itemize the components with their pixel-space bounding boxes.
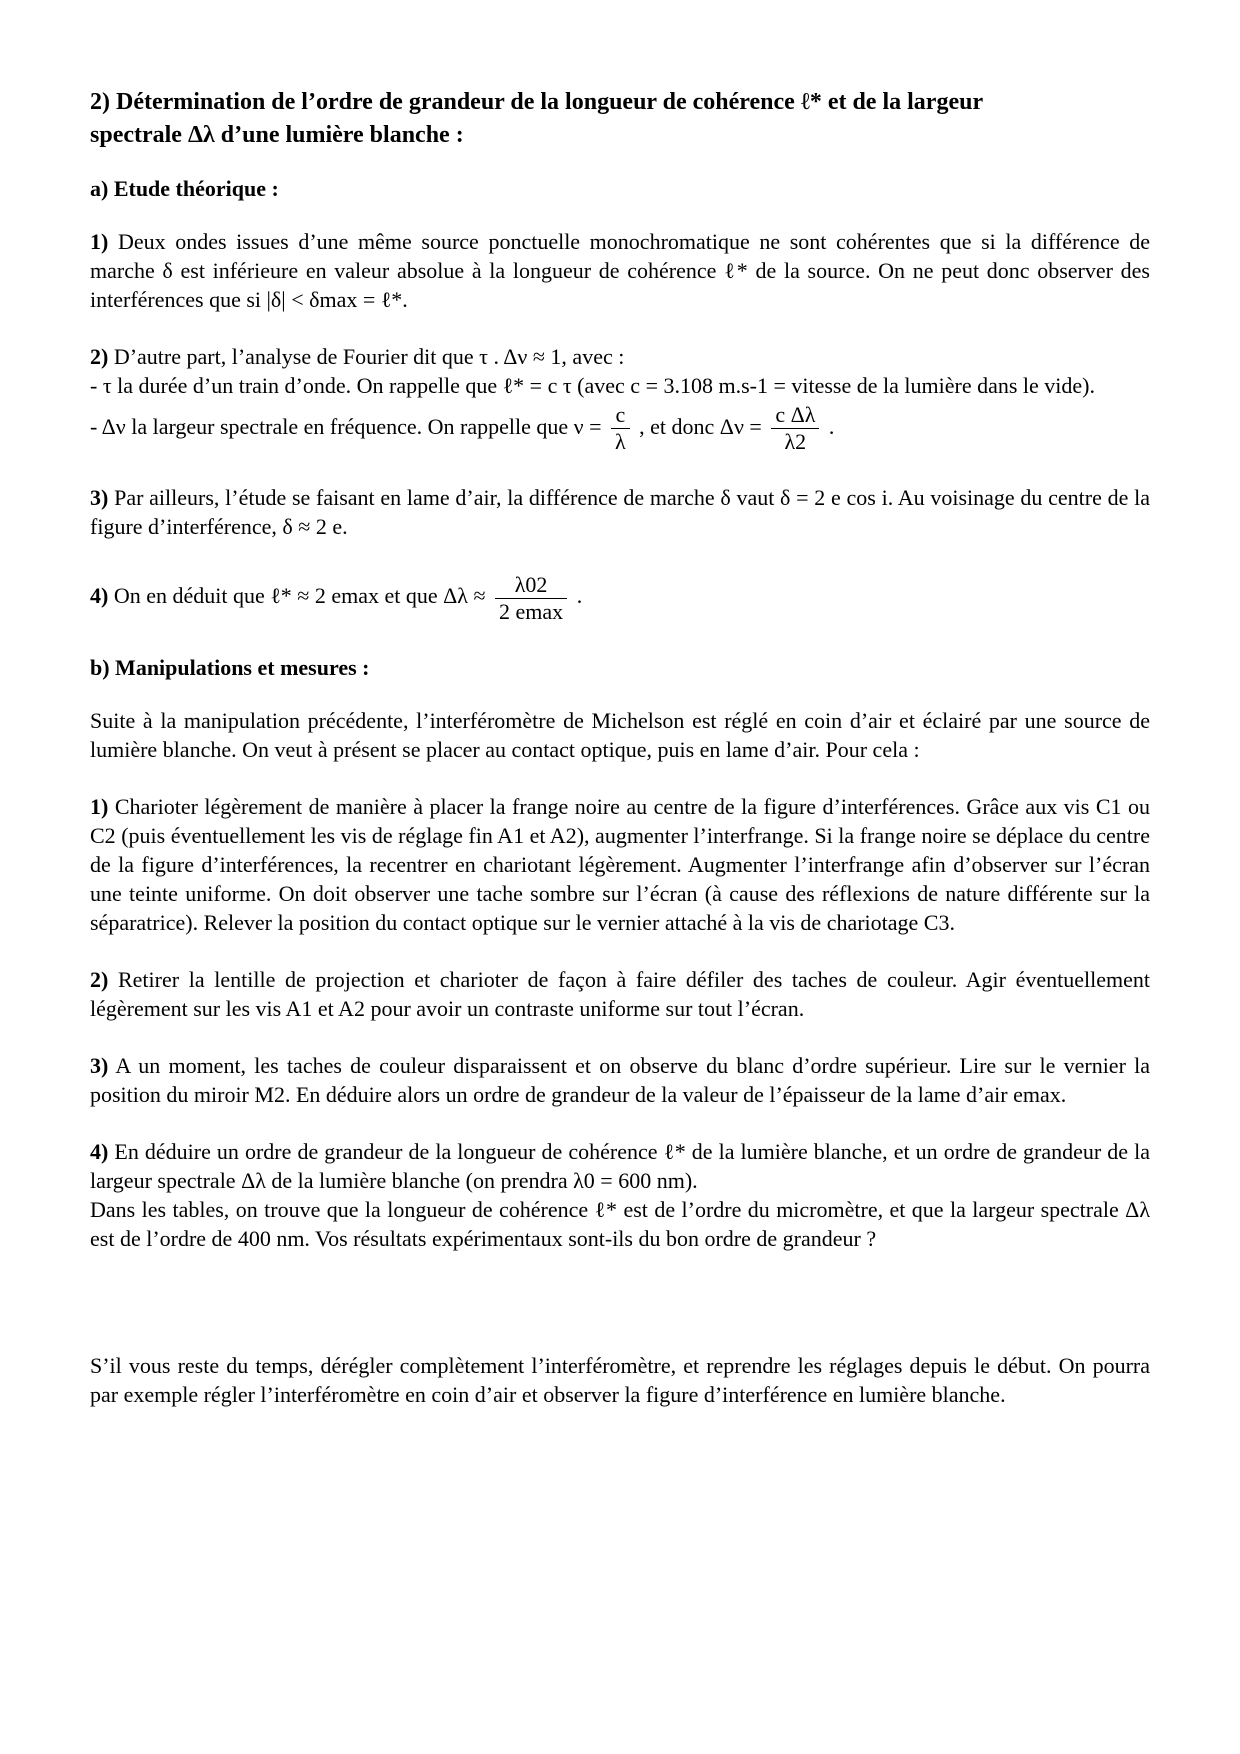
paragraph-text: Retirer la lentille de projection et charioter de façon à faire défiler des taches de couleur. Agir éventuellement légèrement sur les vis A1 et A2 pour avoir un contraste uniforme sur tout l’écran. (90, 966, 1150, 1021)
paragraph-text: Charioter légèrement de manière à placer la frange noire au centre de la figure d’interférences. Grâce aux vis C1 ou C2 (puis éventuellement les vis de réglage fin A1 et A2), augmenter l’interfrange. Si la frange noire se déplace du centre de la figure d’interférences, la recentrer en chariotant légèrement. Augmenter l’interfrange afin d’observer sur l’écran une teinte uniforme. On doit observer une tache sombre sur l’écran (à cause des réflexions de nature différente sur la séparatrice). Relever la position du contact optique sur le vernier attaché à la vis de chariotage C3. (90, 793, 1151, 935)
section-title-line1: 2) Détermination de l’ordre de grandeur de la longueur de cohérence ℓ* et de la largeur (90, 89, 984, 115)
item-number: 1) (90, 793, 109, 819)
manipulation-step-4 (90, 1137, 1150, 1253)
paragraph-text: On en déduit que ℓ* ≈ 2 emax et que Δλ ≈ (113, 583, 486, 609)
theory-paragraph-4 (90, 569, 1150, 624)
section-title (90, 86, 1150, 152)
theory-paragraph-1 (90, 227, 1150, 314)
theory-paragraph-2 (90, 342, 1150, 455)
theory-paragraph-3 (90, 483, 1150, 541)
tau-definition: - τ la durée d’un train d’onde. On rappelle que ℓ* = c τ (avec c = 3.108 m.s-1 = vitesse de la lumière dans le vide). (90, 373, 1095, 398)
paragraph-text: Par ailleurs, l’étude se faisant en lame d’air, la différence de marche δ vaut δ = 2 e cos i. Au voisinage du centre de la figure d’interférence, δ ≈ 2 e. (90, 485, 1151, 540)
nu-definition (90, 400, 1150, 455)
fraction-numerator: λ02 (495, 572, 567, 599)
subsection-title-manipulations: b) Manipulations et mesures : (90, 654, 370, 680)
manipulation-intro: Suite à la manipulation précédente, l’interféromètre de Michelson est réglé en coin d’air et éclairé par une source de lumière blanche. On veut à présent se placer au contact optique, puis en lame d’air. Pour cela : (90, 707, 1150, 762)
vertical-spacer (90, 1281, 1150, 1351)
paragraph-text: En déduire un ordre de grandeur de la longueur de cohérence ℓ* de la lumière blanche, et un ordre de grandeur de la largeur spectrale Δλ de la lumière blanche (on prendra λ0 = 600 nm). (90, 1138, 1150, 1193)
paragraph-text-tables: Dans les tables, on trouve que la longueur de cohérence ℓ* est de l’ordre du micromètre, et que la largeur spectrale Δλ est de l’ordre de 400 nm. Vos résultats expérimentaux sont-ils du bon ordre de grandeur ? (90, 1196, 1150, 1251)
paragraph-text: A un moment, les taches de couleur disparaissent et on observe du blanc d’ordre supérieur. Lire sur le vernier la position du miroir M2. En déduire alors un ordre de grandeur de la valeur de l’épaisseur de la lame d’air emax. (90, 1052, 1150, 1107)
fraction-delta-lambda (495, 572, 567, 625)
fraction-numerator: c (611, 402, 630, 429)
manipulation-step-3 (90, 1051, 1150, 1109)
nu-text-b: , et donc Δν = (639, 414, 762, 439)
fraction-denominator: λ (614, 429, 626, 455)
paragraph-text: D’autre part, l’analyse de Fourier dit que τ . Δν ≈ 1, avec : (113, 344, 625, 369)
item-number: 1) (90, 229, 109, 254)
paragraph-text: Deux ondes issues d’une même source ponctuelle monochromatique ne sont cohérentes que si la différence de marche δ est inférieure en valeur absolue à la longueur de cohérence ℓ* de la source. On ne peut donc observer des interférences que si |δ| < δmax = ℓ*. (90, 229, 1150, 312)
fraction-delta-nu (771, 402, 819, 455)
item-number: 2) (90, 966, 109, 992)
fraction-c-over-lambda (611, 402, 630, 455)
fraction-denominator: 2 emax (499, 598, 564, 624)
item-number: 2) (90, 344, 109, 369)
manipulation-step-1 (90, 792, 1150, 937)
closing-paragraph: S’il vous reste du temps, dérégler complètement l’interféromètre, et reprendre les réglages depuis le début. On pourra par exemple régler l’interféromètre en coin d’air et observer la figure d’interférence en lumière blanche. (90, 1352, 1150, 1407)
item-number: 4) (90, 583, 109, 609)
item-number: 4) (90, 1138, 109, 1164)
fraction-numerator: c Δλ (771, 402, 819, 429)
subsection-title-theory: a) Etude théorique : (90, 176, 279, 201)
item-number: 3) (90, 1052, 109, 1078)
section-title-line2: spectrale Δλ d’une lumière blanche : (90, 122, 464, 148)
item-number: 3) (90, 485, 109, 511)
paragraph-end: . (576, 583, 583, 609)
nu-text-c: . (828, 414, 835, 439)
nu-text-a: - Δν la largeur spectrale en fréquence. On rappelle que ν = (90, 414, 602, 439)
manipulation-step-2 (90, 965, 1150, 1023)
fraction-denominator: λ2 (784, 429, 807, 455)
